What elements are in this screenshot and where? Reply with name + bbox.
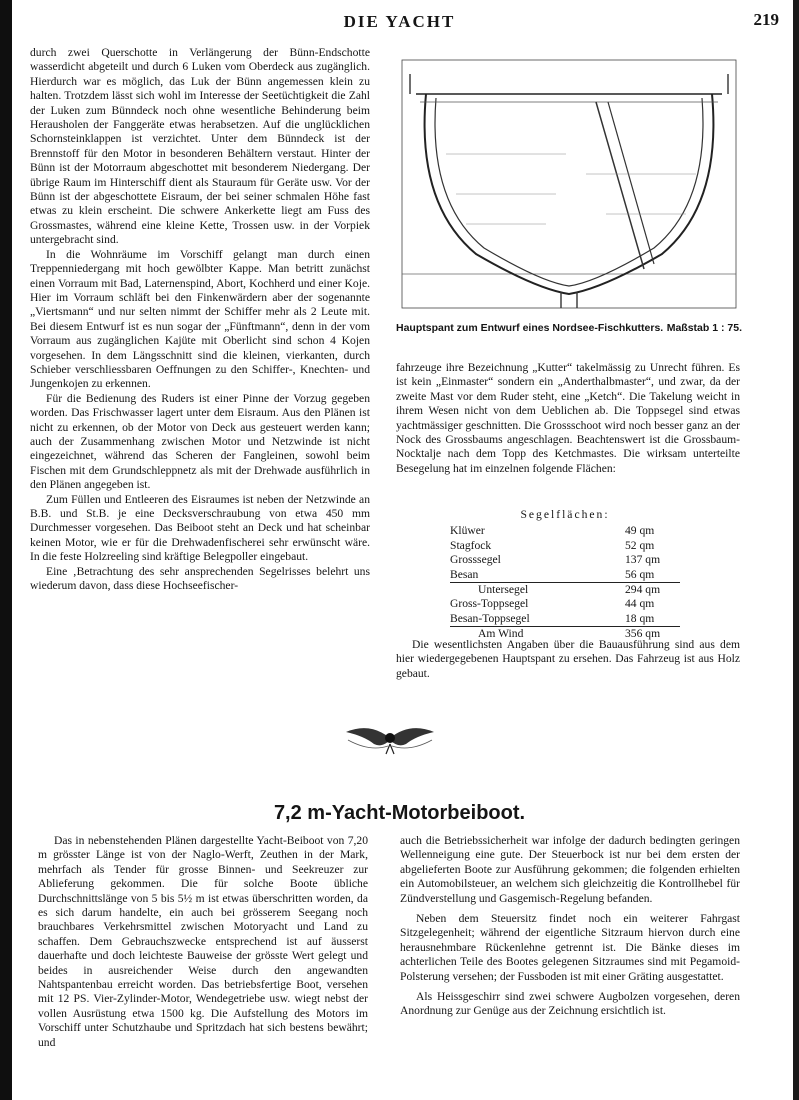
caption-text: Hauptspant zum Entwurf eines Nordsee-Fischkutters. [396,322,664,334]
hauptspant-drawing [396,54,742,314]
ornament-vignette-icon [340,718,440,758]
table-row [450,553,680,567]
section-right-column [400,834,740,1019]
table-row [450,597,680,611]
table-row [450,582,680,597]
paragraph: Für die Bedienung des Ruders ist einer Pinne der Vorzug gegeben worden. Das Frischwasser lagert unter dem Eisraum. Aus den Plänen ist nicht zu erkennen, ob der Motor von Deck aus gesteuert werden kann; auch der Zusammenhang zwischen Motor und Netzwinde ist nicht eingezeichnet, während das Scheren der Fangleinen, sowohl beim Fischen mit dem Grundschleppnetz als mit der Drehwade ausführlich in den Plänen angegeben ist. [30,391,370,492]
sail-name: Klüwer [450,524,485,538]
sail-name: Besan [450,567,479,581]
figure-caption [396,322,742,334]
table-row [450,539,680,553]
paragraph: auch die Betriebssicherheit war infolge der dadurch bedingten geringen Wellenneigung eine gute. Der Steuerbock ist nur bei dem ersten der abgelieferten Boote zur Ausführung gekommen; die folgenden erhielten ein Automobilsteuer, an welchem sich gleichzeitig die Kontrollhebel für Zündverstellung und Gasgemisch-Regelung befanden. [400,834,740,905]
paragraph: Die wesentlichsten Angaben über die Bauausführung sind aus dem hier wiedergegebenen Hauptspant zu ersehen. Das Fahrzeug ist aus Holz gebaut. [396,638,740,680]
scan-border-left [0,0,12,1100]
sail-value: 56 qm [625,567,655,581]
sail-area-table [450,508,680,642]
sail-name: Am Wind [478,627,524,641]
running-header-title: DIE YACHT [343,12,456,31]
scan-border-right [793,0,799,1100]
sail-value: 18 qm [625,611,655,625]
left-column-text [30,46,370,593]
section-title: 7,2 m-Yacht-Motorbeiboot. [273,802,526,824]
paragraph: fahrzeuge ihre Bezeichnung „Kutter“ takelmässig zu Unrecht führen. Es ist kein „Einmaster“ sondern ein „Anderthalbmaster“, und zwar, da der zweite Mast vor dem Ruder steht, eine „Ketch“. Die Takelung weicht in ihrem Wesen nicht von dem Ueblichen ab. Die Toppsegel sind etwas yachtmässiger geschnitten. Die Grossschoot wird noch besser ganz an der Nock des Grossbaums angeschlagen. Beachtenswert ist die Grossbaum-Nocktalje nach dem Topp des Ketchmastes. Die wirksam unterteilte Besegelung hat im einzelnen folgende Flächen: [396,361,740,475]
paragraph: Neben dem Steuersitz findet noch ein weiterer Fahrgast Sitzgelegenheit; während der eigentliche Sitzraum hiervon durch eine herausnehmbare Rückenlehne getrennt ist. Die Bänke dieses im achterlichen Teile des Bootes gelegenen Sitzraumes sind mit Pegamoid-Polsterung versehen; der Fussboden ist mit einer Gräting ausgestattet. [400,912,740,983]
table-row [450,612,680,626]
sail-name: Gross-Toppsegel [450,597,529,611]
sail-name: Grosssegel [450,553,501,567]
right-column-after-table [396,638,740,681]
sail-value: 44 qm [625,597,655,611]
sail-name: Untersegel [478,583,529,597]
paragraph: Als Heissgeschirr sind zwei schwere Augbolzen vorgesehen, deren Anordnung zur Genüge aus der Zeichnung ersichtlich ist. [400,990,740,1018]
paragraph: In die Wohnräume im Vorschiff gelangt man durch einen Treppenniedergang mit hoch gewölbter Kappe. Man betritt zunächst einen Vorraum mit Bad, Laternenspind, Abort, Kochherd und einer Koje. Hier im Vorraum schläft bei den Finkenwärdern aber der sogenannte „Viertsmann“ und nur selten nimmt der Schiffer mehr als 2 Leute mit. Bei diesem Entwurf ist es nun sogar der „Fünftmann“, denn in der vom Vorraum aus zugänglichen Kajüte mit Oberlicht sind schon 4 Kojen vorgesehen. In dem Längsschnitt sind die kleinen, vierkanten, durch Schieber verschliessbaren Oeffnungen zu den Schiffer-, Knechten- und Jungenkojen zu erkennen. [30,247,370,391]
right-column-top-text [396,361,740,476]
paragraph: Zum Füllen und Entleeren des Eisraumes ist neben der Netzwinde an B.B. und St.B. je eine Decksverschraubung von etwa 450 mm Durchmesser vorgesehen. Das Beiboot steht an Deck und hat scheinbar keinen Motor, wie er für die Drehwadenfischerei sehr erwünscht wäre. In die feste Holzreeling sind kräftige Belegpoller eingebaut. [30,492,370,564]
caption-scale: Maßstab 1 : 75. [666,322,742,334]
page-number: 219 [753,10,779,29]
paragraph: durch zwei Querschotte in Verlängerung der Bünn-Endschotte wasserdicht abgeteilt und durch 6 Luken vom Oberdeck aus zugänglich. Hierdurch war es möglich, das Luk der Bünn angemessen klein zu halten. Trotzdem lässt sich wohl im Interesse der Seetüchtigkeit die Zahl der Luken zum Bünndeck noch ohne wesentliche Behinderung beim Herausholen der Fanggeräte etwas herabsetzen. Auf die unglücklichen Schornsteinklappen ist verzichtet. Unter dem Bünndeck ist der Brennstoff für den Motor in besonderen Behältern verstaut. Hinter der Bünn ist der Motorraum abgeschottet mit besonderem Niedergang. Der übrige Raum im Hinterschiff dient als Stauraum für Geräte usw. Vor der Bünn ist der abgeschottete Eisraum, der bei seiner schmalen Höhe fast etwas zu klein erscheint. Die schwere Ankerkette liegt am Fuss des Grossmastes, während eine kleine Kette, Trossen usw. in der Vorpiek untergebracht sind. [30,46,370,247]
section-left-column [38,834,368,1050]
table-row [450,568,680,582]
sail-value: 356 qm [625,627,661,641]
sail-name: Besan-Toppsegel [450,611,530,625]
table-row [450,524,680,538]
sail-value: 52 qm [625,538,655,552]
paragraph: Eine ‚Betrachtung des sehr ansprechenden Segelrisses belehrt uns wiederum davon, dass diese Hochseefischer- [30,564,370,593]
sail-value: 294 qm [625,583,661,597]
sail-value: 137 qm [625,553,661,567]
paragraph: Das in nebenstehenden Plänen dargestellte Yacht-Beiboot von 7,20 m grösster Länge ist von der Naglo-Werft, Zeuthen in der Mark, mehrfach als Tender für grosse Binnen- und Seekreuzer zur Ablieferung gekommen. Die für solche Boote übliche Durchschnittslänge von 5 bis 5½ m ist etwas überschritten worden, da es sich darum handelte, ein auch bei grösserem Seegang noch brauchbares Verkehrsmittel zwischen Motoryacht und Land zu schaffen. Dem Gebrauchszwecke entsprechend ist auf äusserst dauerhafte und doch leichteste Bauweise der grösste Wert gelegt und beides in ausreichender Weise durch den angewandten Nahtspantenbau erreicht worden. Das betriebsfertige Boot, versehen mit 12 PS. Vier-Zylinder-Motor, Wendegetriebe usw. wiegt nebst der vollen Ausrüstung etwa 1500 kg. Die Aufstellung des Motors im Vorschiff unter Schutzhaube und Spritzdach hat sich bestens bewährt; und [38,834,368,1049]
sail-table-title: Segelflächen: [520,508,610,521]
sail-name: Stagfock [450,538,492,552]
sail-value: 49 qm [625,524,655,538]
